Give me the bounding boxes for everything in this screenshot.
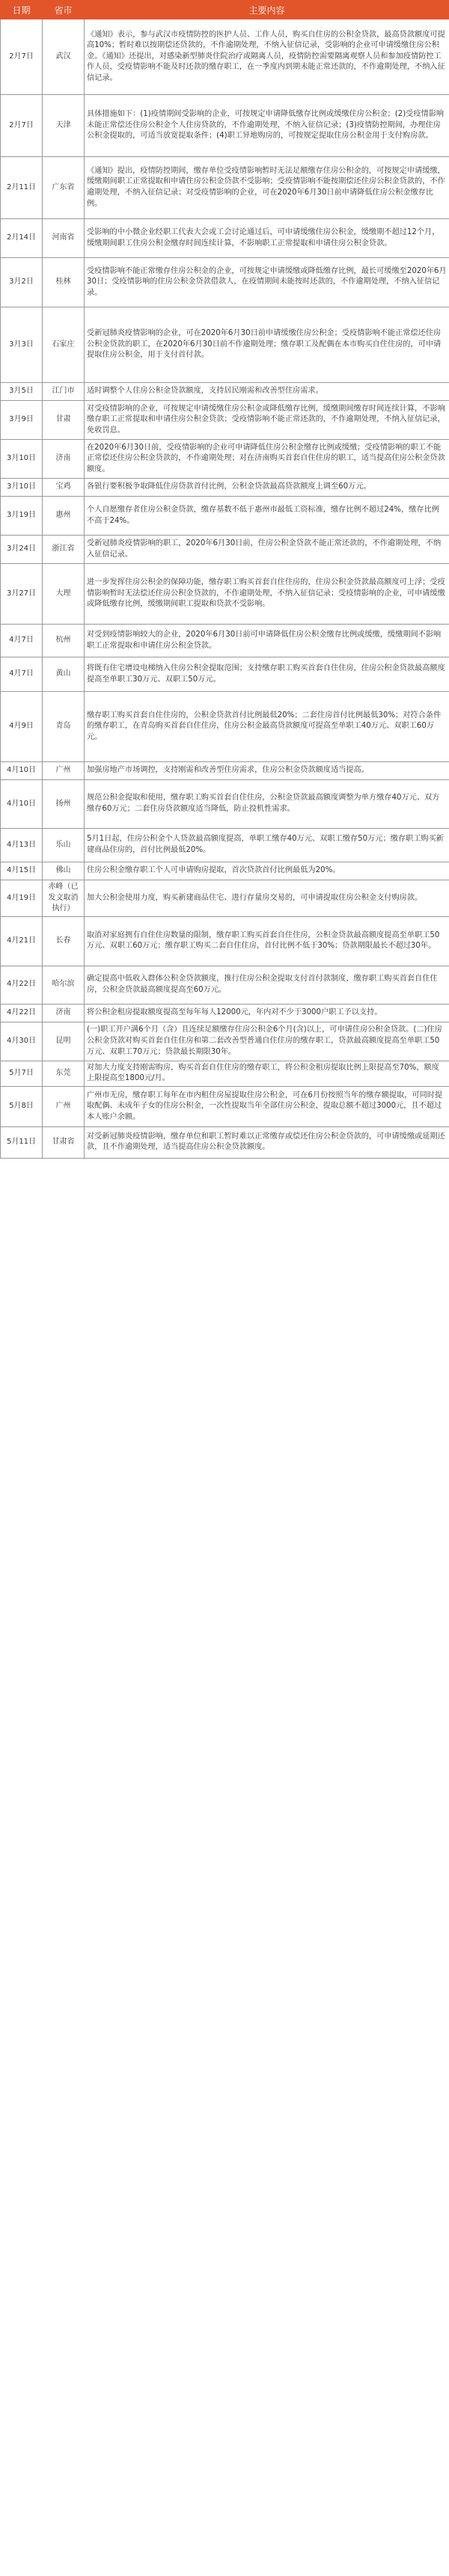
place-cell: 济南 [43, 440, 85, 479]
table-row [1, 564, 449, 625]
content-cell: 住房公积金缴存职工个人可申请购房提取，首次贷款首付比例最低为20%。 [85, 862, 449, 880]
content-cell: 对受到疫情影响较大的企业，2020年6月30日前可申请降低住房公积金缴存比例或缓缴，缓缴期间不影响职工正常提取和申请住房公积金贷款。 [85, 625, 449, 657]
content-cell: 对受疫情影响的企业，可按规定申请缓缴住房公积金或降低缴存比例，缓缴期间缴存时间连续计算，不影响缴存职工正常提取和申请住房公积金贷款；受疫情影响不能正常还款的，不作逾期处理，不纳入征信记录，免收罚息。 [85, 401, 449, 440]
table-row [1, 880, 449, 917]
content-cell: 个人自愿缴存者住房公积金贷款，缴存基数不低于惠州市最低工资标准，缴存比例不超过24%，缴存比例不高于24%。 [85, 497, 449, 536]
content-cell: 各银行要积极争取降低住房贷款首付比例，公积金贷款最高贷款额度上调至60万元。 [85, 479, 449, 497]
table-row [1, 19, 449, 95]
place-cell: 广州 [43, 1086, 85, 1126]
date-cell: 3月19日 [1, 497, 43, 536]
date-cell: 4月10日 [1, 780, 43, 829]
content-cell: 将既有住宅增设电梯纳入住房公积金提取范围；支持缴存职工购买首套自住住房，住房公积金贷款最高额度提高至单职工30万元、双职工50万元。 [85, 657, 449, 692]
place-cell: 长春 [43, 916, 85, 966]
table-row [1, 95, 449, 157]
place-cell: 浙江省 [43, 536, 85, 564]
place-cell: 乐山 [43, 829, 85, 862]
date-cell: 3月10日 [1, 479, 43, 497]
content-cell: 对加大力度支持刚需购房，购买首套自住住房的缴存职工，将公积金租房提取比例上限提高至70%，额度上限提高至1800元/月。 [85, 1061, 449, 1086]
header-date: 日期 [1, 1, 43, 19]
date-cell: 4月21日 [1, 916, 43, 966]
content-cell: 受新冠肺炎疫情影响的职工，2020年6月30日前，住房公积金贷款不能正常还款的，不作逾期处理，不纳入征信记录。 [85, 536, 449, 564]
place-cell: 扬州 [43, 780, 85, 829]
table-row [1, 383, 449, 401]
date-cell: 4月7日 [1, 625, 43, 657]
place-cell: 武汉 [43, 19, 85, 95]
place-cell: 东莞 [43, 1061, 85, 1086]
date-cell: 4月7日 [1, 657, 43, 692]
date-cell: 4月22日 [1, 1004, 43, 1022]
table-row [1, 1086, 449, 1126]
content-cell: 取消对家庭拥有自住住房数量的限制，缴存职工购买首套自住住房，公积金贷款最高额度提高至单职工50万元、双职工60万元；缴存职工购买二套自住住房，首付比例不低于30%；贷款期限最长不超过30年。 [85, 916, 449, 966]
table-row [1, 497, 449, 536]
date-cell: 4月19日 [1, 880, 43, 917]
place-cell: 甘肃 [43, 401, 85, 440]
table-row [1, 440, 449, 479]
date-cell: 3月5日 [1, 383, 43, 401]
date-cell: 2月7日 [1, 95, 43, 157]
table-row [1, 1126, 449, 1158]
date-cell: 3月24日 [1, 536, 43, 564]
place-cell: 广州 [43, 762, 85, 780]
date-cell: 4月30日 [1, 1022, 43, 1061]
content-cell: 在2020年6月30日前，受疫情影响的企业可申请降低住房公积金缴存比例或缓缴；受疫情影响的职工不能正常偿还住房公积金贷款的，不作逾期处理；对在济南购买首套自住住房的职工，适当提高住房公积金贷款额度。 [85, 440, 449, 479]
table-row [1, 479, 449, 497]
table-row [1, 692, 449, 762]
place-cell: 黄山 [43, 657, 85, 692]
table-row [1, 862, 449, 880]
table-row [1, 1004, 449, 1022]
date-cell: 4月9日 [1, 692, 43, 762]
content-cell: 受新冠肺炎疫情影响的企业，可在2020年6月30日前申请缓缴住房公积金；受疫情影响不能正常偿还住房公积金贷款的职工，在2020年6月30日前不作逾期处理；缴存职工及配偶在本市购买自住住房的，可申请提取住房公积金，用于支付首付款。 [85, 307, 449, 383]
table-row [1, 1022, 449, 1061]
table-body [1, 19, 449, 1159]
content-cell: 《通知》提出，疫情防控期间，缴存单位受疫情影响暂时无法足额缴存住房公积金的，可按规定申请缓缴，缓缴期间职工正常提取和申请住房公积金贷款不受影响；受疫情影响不能按期偿还住房公积金贷款的，不作逾期处理，不纳入征信记录；对受疫情影响的企业，可在2020年6月30日前申请降低住房公积金缴存比例。 [85, 157, 449, 219]
place-cell: 青岛 [43, 692, 85, 762]
content-cell: 将公积金租房提取额度提高至每年每人12000元，年内对不少于3000户职工予以支持。 [85, 1004, 449, 1022]
place-cell: 哈尔滨 [43, 966, 85, 1004]
table-row [1, 916, 449, 966]
place-cell: 杭州 [43, 625, 85, 657]
content-cell: 缴存职工购买首套自住住房的，公积金贷款首付比例最低20%；二套住房首付比例最低30%；对符合条件的缴存职工，在青岛购买首套自住住房，住房公积金最高贷款额度可提高至单职工40万元、双职工60万元。 [85, 692, 449, 762]
date-cell: 2月7日 [1, 19, 43, 95]
table-row [1, 157, 449, 219]
content-cell: 规范公积金提取和使用，缴存职工购买首套自住住房，公积金贷款最高额度调整为单方缴存40万元、双方缴存60万元；二套住房贷款额度适当降低，防止投机性需求。 [85, 780, 449, 829]
table-row [1, 307, 449, 383]
place-cell: 广东省 [43, 157, 85, 219]
place-cell: 赤峰（已发文取消执行） [43, 880, 85, 917]
header-place: 省市 [43, 1, 85, 19]
date-cell: 3月27日 [1, 564, 43, 625]
content-cell: 对受新冠肺炎疫情影响，缴存单位和职工暂时难以正常缴存或偿还住房公积金贷款的，可申请缓缴或延期还款，且不作逾期处理，适当提高住房公积金贷款额度。 [85, 1126, 449, 1158]
place-cell: 石家庄 [43, 307, 85, 383]
date-cell: 3月10日 [1, 440, 43, 479]
date-cell: 3月3日 [1, 307, 43, 383]
table-row [1, 657, 449, 692]
table-row [1, 258, 449, 307]
place-cell: 甘肃省 [43, 1126, 85, 1158]
date-cell: 4月13日 [1, 829, 43, 862]
content-cell: 5月1日起，住房公积金个人贷款最高额度提高，单职工缴存40万元、双职工缴存50万元；缴存职工购买新建商品住房的，首付比例最低20%。 [85, 829, 449, 862]
date-cell: 3月2日 [1, 258, 43, 307]
content-cell: 受影响的中小微企业经职工代表大会或工会讨论通过后，可申请缓缴住房公积金，缓缴期不超过12个月，缓缴期间职工住房公积金缴存时间连续计算，不影响职工正常提取和申请住房公积金贷款。 [85, 219, 449, 258]
place-cell: 天津 [43, 95, 85, 157]
table-row [1, 780, 449, 829]
place-cell: 大理 [43, 564, 85, 625]
date-cell: 3月9日 [1, 401, 43, 440]
table-row [1, 219, 449, 258]
place-cell: 佛山 [43, 862, 85, 880]
table-header-row [1, 1, 449, 19]
date-cell: 4月10日 [1, 762, 43, 780]
content-cell: 进一步发挥住房公积金的保障功能，缴存职工购买首套自住住房的，住房公积金贷款最高额度可上浮；受疫情影响暂时无法偿还住房公积金贷款的，不作逾期处理，不纳入征信记录；受疫情影响的企业，可申请缓缴或降低缴存比例，缓缴期间职工提取和贷款不受影响。 [85, 564, 449, 625]
table-row [1, 966, 449, 1004]
policy-table [0, 0, 449, 1159]
date-cell: 5月11日 [1, 1126, 43, 1158]
place-cell: 宝鸡 [43, 479, 85, 497]
content-cell: 广州市无房，缴存职工每年在市内租住房屋提取住房公积金，可在6月份按照当年的缴存额提取，可同时提取配偶、未成年子女的住房公积金，一次性提取当年全部住房公积金，提取总额不超过3000元，且不超过本人账户余额。 [85, 1086, 449, 1126]
content-cell: 加强房地产市场调控，支持刚需和改善型住房需求，住房公积金贷款额度适当提高。 [85, 762, 449, 780]
date-cell: 2月14日 [1, 219, 43, 258]
place-cell: 济南 [43, 1004, 85, 1022]
content-cell: 受疫情影响不能正常缴存住房公积金的企业，可按规定申请缓缴或降低缴存比例，最长可缓缴至2020年6月30日；受疫情影响的住房公积金贷款借款人，在疫情期间未能按时还款的，不作逾期处理，不纳入征信记录。 [85, 258, 449, 307]
content-cell: (一)职工开户满6个月（含）且连续足额缴存住房公积金6个月(含)以上，可申请住房公积金贷款。(二)住房公积金贷款对购买首套自住住房和第二套改善型普通自住住房的缴存职工，贷款最高额度提高至单职工50万元、双职工70万元；贷款最长期限30年。 [85, 1022, 449, 1061]
date-cell: 4月22日 [1, 966, 43, 1004]
content-cell: 《通知》表示，参与武汉市疫情防控的医护人员、工作人员，购买自住房的公积金贷款，最高贷款额度可提高10%；暂时难以按期偿还贷款的，不作逾期处理，不纳入征信记录，受影响的企业可申请缓缴住房公积金。《通知》还提出，对感染新型肺炎住院治疗或隔离人员，疫情防控需要隔离观察人员和参加疫情防控工作人员，受疫情影响不能及时还款的缴存职工，在一季度内到期未能正常还款的，不作逾期处理，不纳入征信记录。 [85, 19, 449, 95]
content-cell: 加大公积金使用力度，购买新建商品住宅、进行存量房交易的，可申请提取住房公积金支付购房款。 [85, 880, 449, 917]
table-row [1, 762, 449, 780]
place-cell: 惠州 [43, 497, 85, 536]
table-row [1, 1061, 449, 1086]
place-cell: 昆明 [43, 1022, 85, 1061]
table-row [1, 829, 449, 862]
content-cell: 具体措施如下：(1)疫情期间受影响的企业，可按规定申请降低缴存比例或缓缴住房公积金；(2)受疫情影响未能正常偿还住房公积金个人住房贷款的，不作逾期处理，不纳入征信记录；(3)疫情防控期间，办理住房公积金提取的，可适当放宽提取条件；(4)职工异地购房的，可按规定提取住房公积金用于支付购房款。 [85, 95, 449, 157]
date-cell: 5月7日 [1, 1061, 43, 1086]
date-cell: 4月15日 [1, 862, 43, 880]
place-cell: 河南省 [43, 219, 85, 258]
content-cell: 确定提高中低收入群体公积金贷款额度，推行住房公积金提取支付首付款制度，缴存职工购买首套自住住房，公积金贷款最高额度提高至60万元。 [85, 966, 449, 1004]
date-cell: 2月11日 [1, 157, 43, 219]
content-cell: 适时调整个人住房公积金贷款额度，支持居民刚需和改善型住房需求。 [85, 383, 449, 401]
place-cell: 江门市 [43, 383, 85, 401]
header-content: 主要内容 [85, 1, 449, 19]
table-row [1, 625, 449, 657]
table-row [1, 536, 449, 564]
date-cell: 5月8日 [1, 1086, 43, 1126]
place-cell: 桂林 [43, 258, 85, 307]
table-row [1, 401, 449, 440]
